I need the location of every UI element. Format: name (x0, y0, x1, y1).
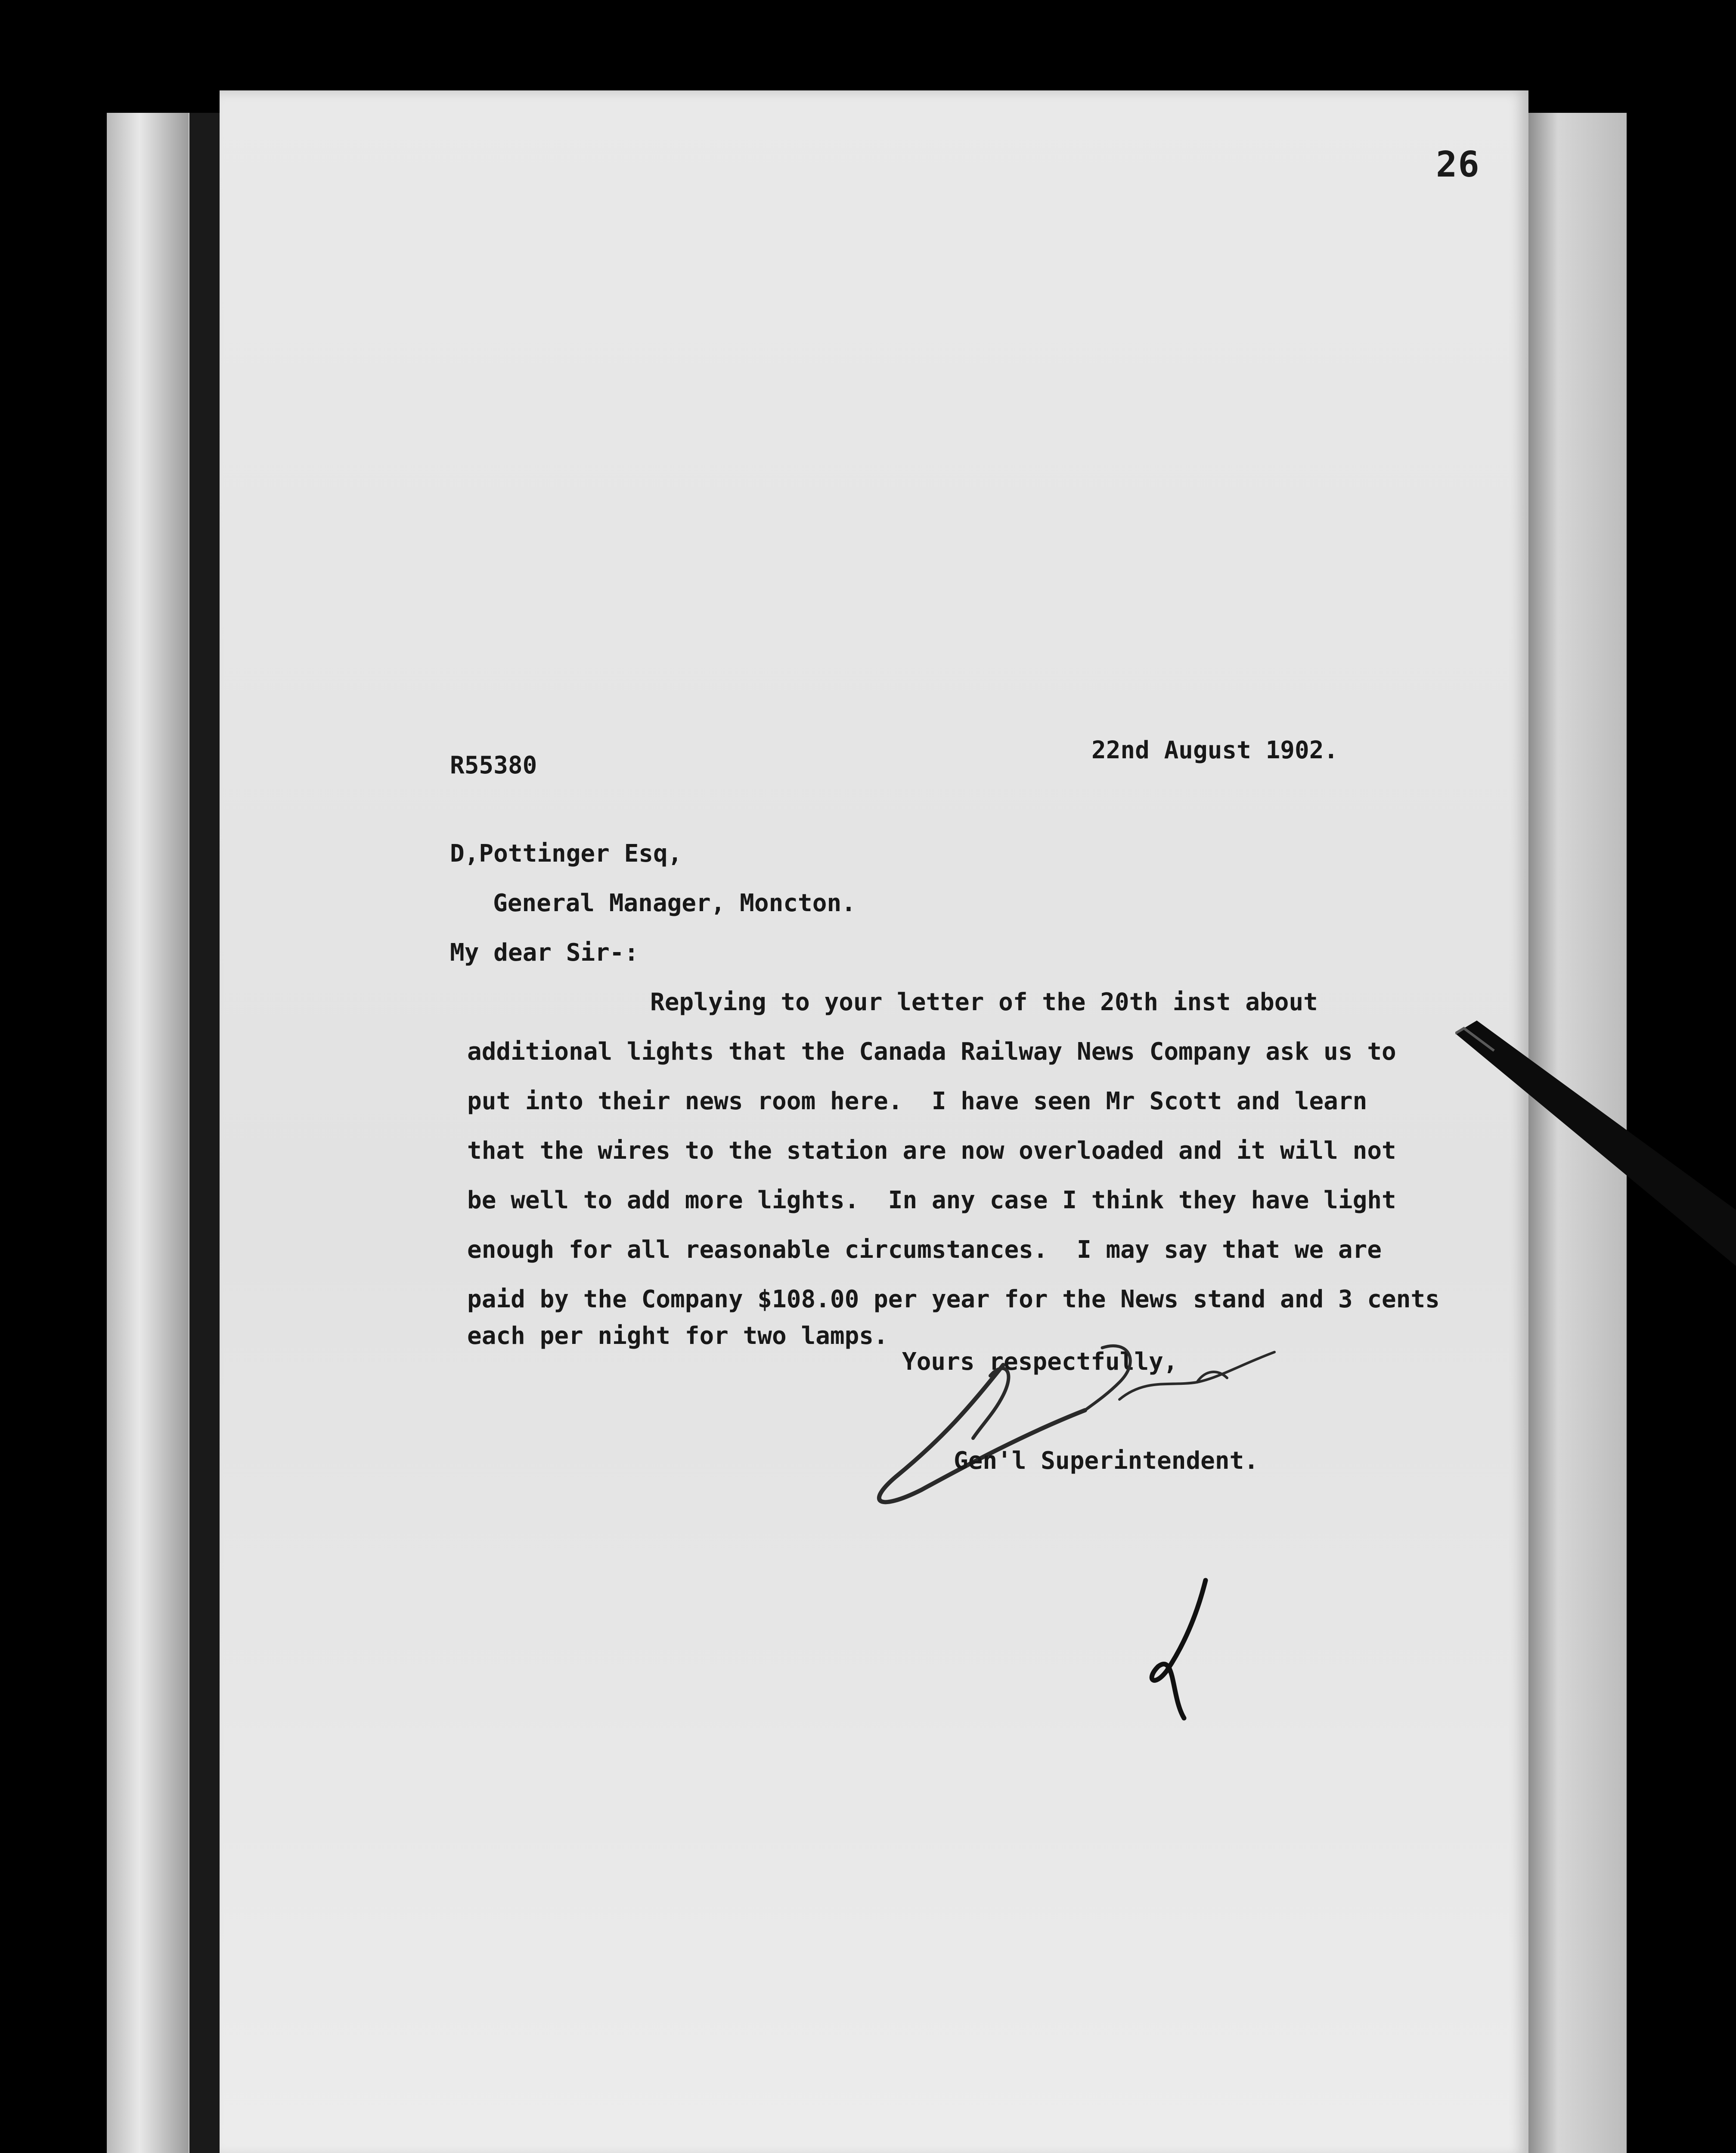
page-number: 26 (1436, 144, 1480, 185)
closing: Yours respectfully, (902, 1348, 1178, 1376)
body-line: each per night for two lamps. (467, 1322, 888, 1350)
left-binding-strip (107, 113, 189, 2153)
letter-page (220, 90, 1528, 2153)
reference-number: R55380 (450, 751, 537, 779)
body-line: Replying to your letter of the 20th inst about (650, 988, 1318, 1016)
pen-pointer (1455, 1008, 1736, 1266)
recipient-title: General Manager, Moncton. (493, 889, 856, 917)
salutation: My dear Sir-: (450, 939, 639, 967)
recipient-name: D,Pottinger Esq, (450, 840, 682, 868)
signer-title: Gen'l Superintendent. (954, 1447, 1259, 1475)
ink-mark (1119, 1576, 1231, 1727)
body-line: additional lights that the Canada Railway News Company ask us to (467, 1038, 1396, 1066)
handwritten-signature (861, 1335, 1309, 1516)
body-line: enough for all reasonable circumstances. I may say that we are (467, 1236, 1382, 1264)
binding-gutter (189, 113, 220, 2153)
body-line: put into their news room here. I have seen Mr Scott and learn (467, 1087, 1367, 1115)
body-line: paid by the Company $108.00 per year for the News stand and 3 cents (467, 1285, 1440, 1313)
letter-date: 22nd August 1902. (1091, 736, 1339, 764)
body-line: that the wires to the station are now overloaded and it will not (467, 1137, 1396, 1165)
body-line: be well to add more lights. In any case I think they have light (467, 1186, 1396, 1214)
